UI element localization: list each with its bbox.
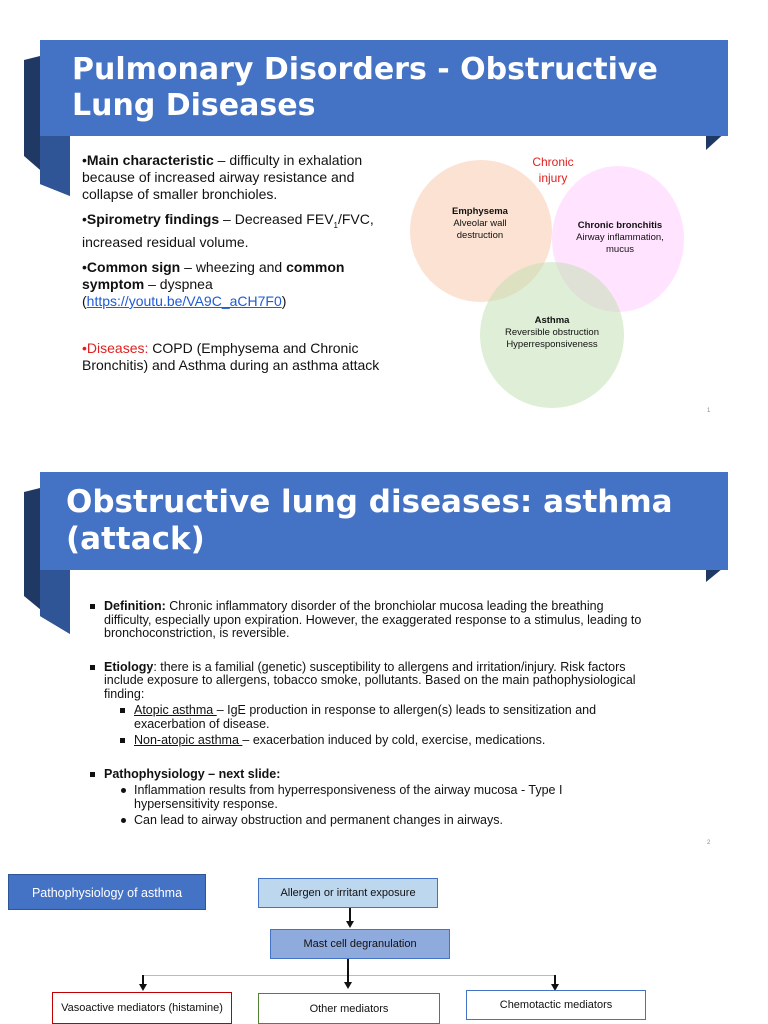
bullet-label: common symptom [82,258,345,292]
page-number: 2 [707,840,711,846]
arrow-shaft [349,908,351,922]
bullet-pathophysiology [90,768,650,828]
slide-1 [0,0,768,440]
bullet-text: COPD (Emphysema and Chronic Bronchitis) and Asthma during an asthma attack [82,339,380,373]
sub-bullet-text: – exacerbation induced by cold, exercise, medications. [242,733,546,747]
bullet-diseases: •Diseases: COPD (Emphysema and Chronic Bronchitis) and Asthma during an asthma attack [82,339,380,373]
video-link[interactable]: https://youtu.be/VA9C_aCH7F0 [86,292,282,309]
asthma-desc-2: Hyperresponsiveness [506,339,598,350]
connector-line [142,975,556,976]
slide-3 [0,860,768,1024]
bullet-label: Definition: [104,599,166,613]
sub-bullet-label: Atopic asthma [134,703,217,717]
bullet-text: – wheezing and [180,258,287,275]
bullet-definition [90,600,650,641]
bullet-label: Pathophysiology – next slide: [104,766,281,781]
sub-bullet-atopic [120,704,650,731]
emphysema-desc: Alveolar wall destruction [453,218,507,241]
asthma-label [490,315,614,351]
bullet-text: – difficulty in exhalation because of increased airway resistance and collapse of smaller bronchioles. [82,152,363,202]
slide-title: Obstructive lung diseases: asthma (attack) [66,484,673,557]
bullet-spirometry: •Spirometry findings – Decreased $FEV_1$/FVC, increased residual volume. [82,211,374,250]
sub-bullet-inflammation: Inflammation results from hyperresponsiveness of the airway mucosa - Type I hypersensitivity response. [120,784,650,811]
title-banner [40,472,728,570]
bullet-text: Chronic inflammatory disorder of the bronchiolar mucosa leading the breathing difficulty, especially upon expiration. However, the exaggerated response to a stimulus, leading to bronchoconstriction, is reversible. [104,599,642,640]
subscript: 1 [333,220,338,230]
pathophysiology-label-box: Pathophysiology of asthma [8,874,206,910]
bullet-text: ) [281,292,287,309]
bullet-label: Diseases: [86,339,149,356]
slide-2 [0,440,768,860]
slide-title: Pulmonary Disorders - Obstructive Lung Diseases [72,52,658,123]
bullet-text: – Decreased FEV [219,211,334,227]
bullet-common-sign: •Common sign – wheezing and common symptom – dyspnea (https://youtu.be/VA9C_aCH7F0) [82,258,345,309]
bronchitis-title: Chronic bronchitis [577,220,663,231]
venn-diagram [400,150,700,420]
bullet-text: – dyspnea ( [82,275,213,309]
sub-bullet-label: Non-atopic asthma [134,733,243,747]
sub-bullet-nonatopic [120,734,650,748]
sub-bullet-text: – IgE production in response to allergen(s) leads to sensitization and exacerbation of disease. [134,703,597,731]
bullet-list [82,152,382,382]
bullet-label: Etiology [104,659,154,674]
bullet-text: /FVC, increased residual volume. [82,211,374,250]
sub-bullet-obstruction: Can lead to airway obstruction and permanent changes in airways. [120,814,650,828]
bullet-text: : there is a familial (genetic) susceptibility to allergens and irritation/injury. Risk factors include exposure to allergens, tobacco smoke, pollutants. Based on the main pathophysiological finding: [104,659,636,701]
bullet-label: Main characteristic [86,152,214,168]
bronchitis-desc: Airway inflammation, mucus [576,232,664,255]
bronchitis-label [568,220,672,256]
emphysema-label [432,206,528,242]
vasoactive-mediators-box: Vasoactive mediators (histamine) [52,992,232,1024]
arrow-down-icon [346,921,354,928]
bullet-label: Spirometry findings [86,211,220,227]
arrow-shaft [347,959,349,983]
other-mediators-box: Other mediators [258,993,440,1024]
arrow-down-icon [139,984,147,991]
chemotactic-mediators-box: Chemotactic mediators [466,990,646,1020]
page-number: 1 [707,408,711,414]
bullet-main-characteristic: •Main characteristic – difficulty in exhalation because of increased airway resistance and collapse of smaller bronchioles. [82,152,363,202]
bullet-list [90,600,650,848]
title-banner [40,40,728,136]
asthma-title: Asthma [534,315,570,326]
arrow-down-icon [344,982,352,989]
bullet-label: Common sign [86,258,181,275]
mast-cell-box: Mast cell degranulation [270,929,450,959]
bullet-etiology [90,661,650,748]
emphysema-title: Emphysema [452,206,508,217]
chronic-injury-label: Chronic injury [532,155,574,185]
asthma-desc-1: Reversible obstruction [505,327,599,338]
allergen-exposure-box: Allergen or irritant exposure [258,878,438,908]
